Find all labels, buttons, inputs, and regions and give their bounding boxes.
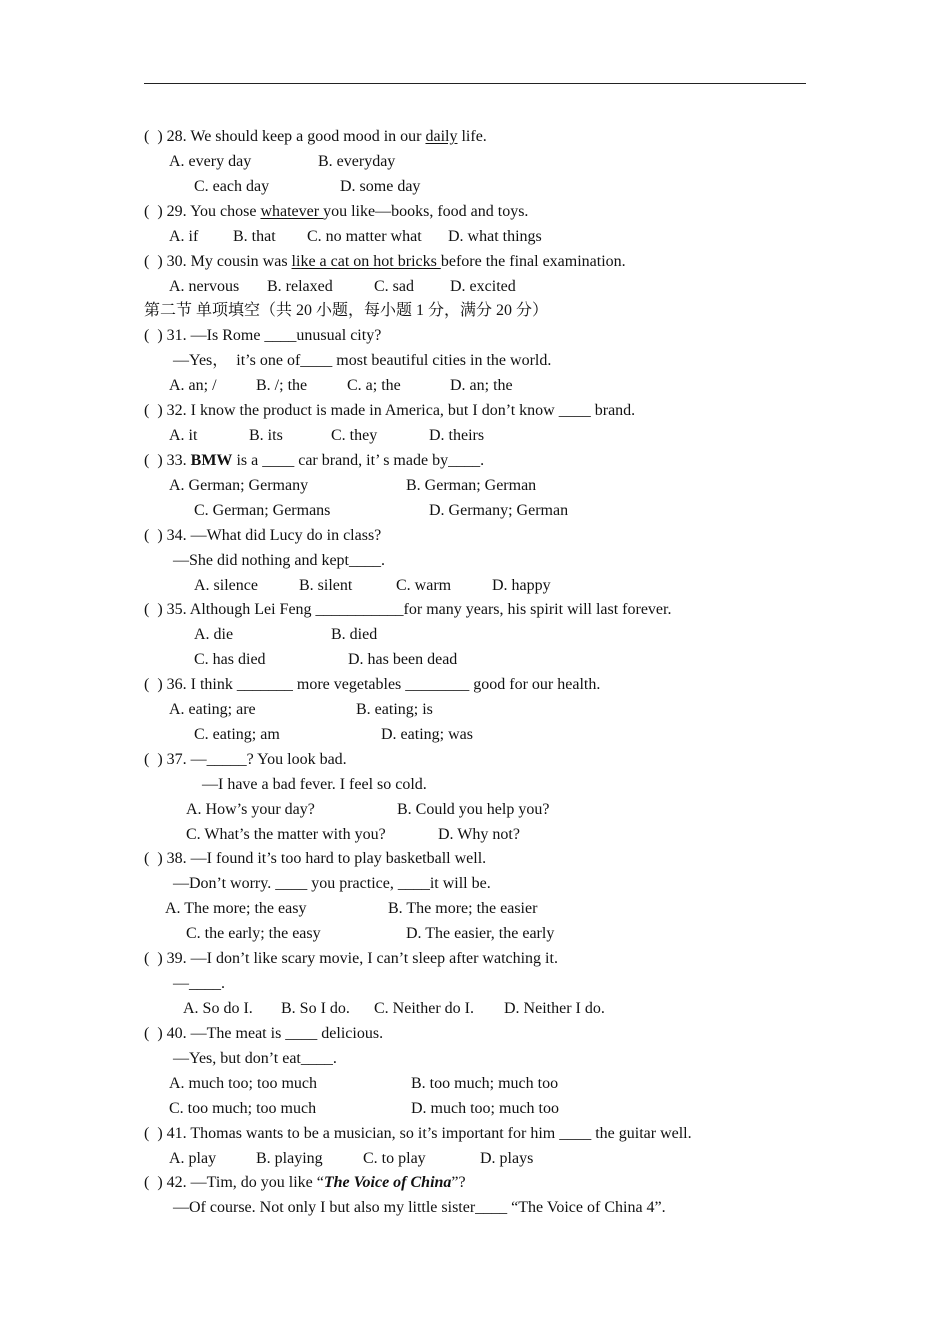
option-d: D. some day <box>340 178 421 195</box>
question-34: ( ) 34. —What did Lucy do in class? <box>144 527 382 544</box>
option-b: B. German; German <box>406 477 537 494</box>
option-a: A. if <box>169 228 199 245</box>
option-a: A. an; / <box>169 377 217 394</box>
dialogue-reply: —Yes, but don’t eat____. <box>173 1050 337 1067</box>
question-31: ( ) 31. —Is Rome ____unusual city? <box>144 327 382 344</box>
question-40: ( ) 40. —The meat is ____ delicious. <box>144 1025 384 1042</box>
question-30: ( ) 30. My cousin was like a cat on hot bricks before the final examination. <box>144 253 626 270</box>
option-c: C. has died <box>194 651 266 668</box>
option-b: B. The more; the easier <box>388 900 538 917</box>
question-39: ( ) 39. —I don’t like scary movie, I can’t sleep after watching it. <box>144 950 558 967</box>
option-a: A. The more; the easy <box>165 900 307 917</box>
option-d: D. happy <box>492 577 551 594</box>
question-33: ( ) 33. BMW is a ____ car brand, it’ s made by____. <box>144 452 485 469</box>
option-a: A. silence <box>194 577 258 594</box>
dialogue-reply: —Of course. Not only I but also my little sister____ “The Voice of China 4”. <box>173 1199 666 1216</box>
brand-name: BMW <box>190 452 233 469</box>
option-c: C. warm <box>396 577 452 594</box>
option-b: B. Could you help you? <box>397 801 550 818</box>
question-35: ( ) 35. Although Lei Feng ___________for many years, his spirit will last forever. <box>144 601 672 618</box>
option-b: B. playing <box>256 1150 323 1167</box>
option-c: C. they <box>331 427 378 444</box>
question-41: ( ) 41. Thomas wants to be a musician, so it’s important for him ____ the guitar well. <box>144 1125 692 1142</box>
option-c: C. the early; the easy <box>186 925 321 942</box>
option-c: C. What’s the matter with you? <box>186 826 386 843</box>
option-b: B. that <box>233 228 276 245</box>
option-d: D. plays <box>480 1150 534 1167</box>
header-rule <box>144 83 806 84</box>
option-a: A. German; Germany <box>169 477 309 494</box>
option-d: D. much too; much too <box>411 1100 559 1117</box>
option-c: C. German; Germans <box>194 502 331 519</box>
question-28: ( ) 28. We should keep a good mood in our daily life. <box>144 128 487 145</box>
dialogue-reply: —I have a bad fever. I feel so cold. <box>202 776 427 793</box>
option-d: D. Germany; German <box>429 502 569 519</box>
option-b: B. /; the <box>256 377 308 394</box>
underlined-word: whatever <box>260 203 324 220</box>
option-b: B. too much; much too <box>411 1075 559 1092</box>
underlined-phrase: like a cat on hot bricks <box>291 253 441 270</box>
dialogue-reply: —Don’t worry. ____ you practice, ____it will be. <box>173 875 491 892</box>
question-37: ( ) 37. —_____? You look bad. <box>144 751 347 768</box>
section-heading: 第二节 单项填空（共 20 小题，每小题 1 分，满分 20 分） <box>144 302 549 319</box>
option-d: D. theirs <box>429 427 485 444</box>
option-d: D. Why not? <box>438 826 520 843</box>
option-c: C. to play <box>363 1150 426 1167</box>
option-a: A. die <box>194 626 234 643</box>
option-c: C. eating; am <box>194 726 280 743</box>
option-a: A. eating; are <box>169 701 256 718</box>
option-a: A. nervous <box>169 278 240 295</box>
option-a: A. every day <box>169 153 252 170</box>
option-d: D. excited <box>450 278 516 295</box>
dialogue-reply: —She did nothing and kept____. <box>173 552 385 569</box>
option-c: C. Neither do I. <box>374 1000 474 1017</box>
option-c: C. sad <box>374 278 414 295</box>
question-36: ( ) 36. I think _______ more vegetables ________ good for our health. <box>144 676 601 693</box>
option-d: D. eating; was <box>381 726 473 743</box>
show-title: The Voice of China <box>323 1174 452 1191</box>
option-a: A. play <box>169 1150 217 1167</box>
option-d: D. The easier, the early <box>406 925 555 942</box>
question-38: ( ) 38. —I found it’s too hard to play basketball well. <box>144 850 487 867</box>
dialogue-reply: —____. <box>173 975 225 992</box>
option-b: B. died <box>331 626 378 643</box>
option-d: D. an; the <box>450 377 513 394</box>
option-c: C. too much; too much <box>169 1100 317 1117</box>
option-b: B. eating; is <box>356 701 433 718</box>
option-a: A. So do I. <box>183 1000 253 1017</box>
question-42: ( ) 42. —Tim, do you like “The Voice of China”? <box>144 1174 466 1191</box>
option-b: B. silent <box>299 577 353 594</box>
option-a: A. it <box>169 427 198 444</box>
underlined-word: daily <box>425 128 458 145</box>
option-a: A. much too; too much <box>169 1075 317 1092</box>
option-a: A. How’s your day? <box>186 801 315 818</box>
option-b: B. So I do. <box>281 1000 350 1017</box>
option-c: C. each day <box>194 178 270 195</box>
option-d: D. Neither I do. <box>504 1000 605 1017</box>
option-c: C. a; the <box>347 377 401 394</box>
dialogue-reply: —Yes， it’s one of____ most beautiful cities in the world. <box>173 352 552 369</box>
option-d: D. has been dead <box>348 651 458 668</box>
option-d: D. what things <box>448 228 542 245</box>
question-32: ( ) 32. I know the product is made in America, but I don’t know ____ brand. <box>144 402 636 419</box>
option-b: B. everyday <box>318 153 396 170</box>
option-b: B. relaxed <box>267 278 333 295</box>
question-29: ( ) 29. You chose whatever you like—books, food and toys. <box>144 203 529 220</box>
option-c: C. no matter what <box>307 228 422 245</box>
option-b: B. its <box>249 427 283 444</box>
